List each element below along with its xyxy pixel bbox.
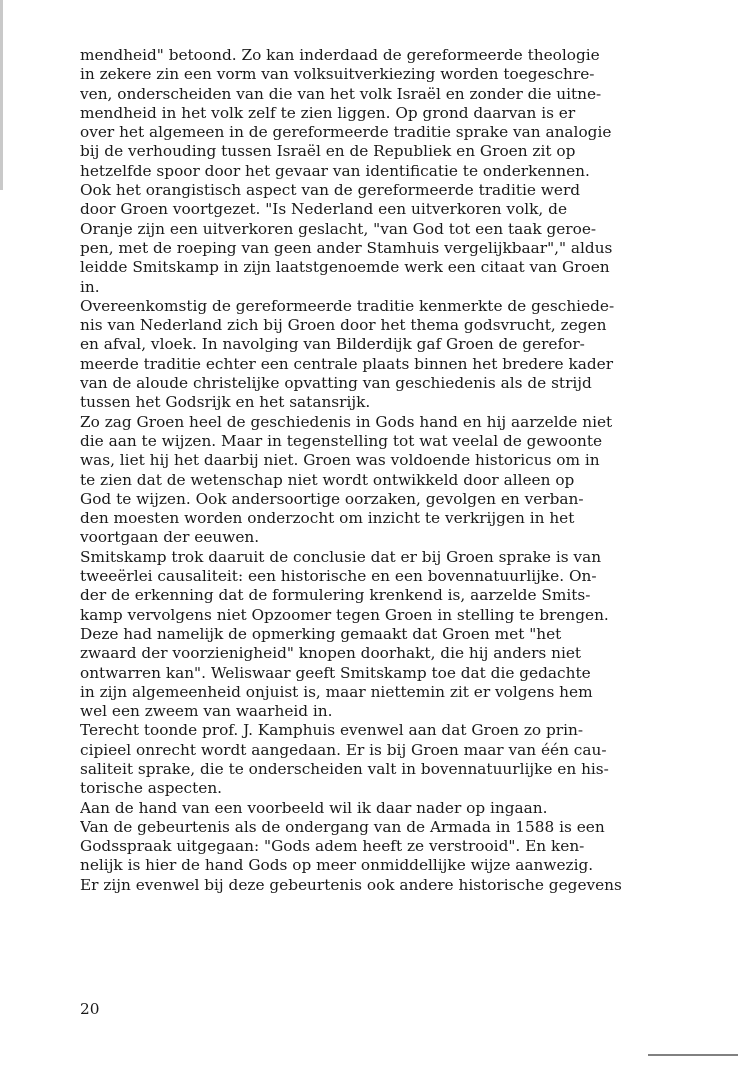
text-line: Terecht toonde prof. J. Kamphuis evenwel aan dat Groen zo prin- <box>80 721 583 740</box>
text-line: die aan te wijzen. Maar in tegenstelling tot wat veelal de gewoonte <box>80 431 603 450</box>
page-number: 20 <box>80 1000 100 1018</box>
text-line: zwaard der voorzienigheid" knopen doorhakt, die hij anders niet <box>80 644 582 663</box>
text-line: in. <box>80 277 100 296</box>
text-line: pen, met de roeping van geen ander Stamhuis vergelijkbaar"," aldus <box>80 238 613 257</box>
body-text <box>80 46 700 895</box>
text-line: der de erkenning dat de formulering krenkend is, aarzelde Smits- <box>80 586 591 605</box>
text-line: Smitskamp trok daaruit de conclusie dat er bij Groen sprake is van <box>80 547 602 566</box>
text-line: mendheid" betoond. Zo kan inderdaad de gereformeerde theologie <box>80 46 600 64</box>
text-line: Zo zag Groen heel de geschiedenis in Gods hand en hij aarzelde niet <box>80 412 613 431</box>
text-line: den moesten worden onderzocht om inzicht te verkrijgen in het <box>80 509 575 528</box>
bottom-rule <box>648 1054 738 1056</box>
text-line: Overeenkomstig de gereformeerde traditie kenmerkte de geschiede- <box>80 296 615 315</box>
text-line: meerde traditie echter een centrale plaats binnen het bredere kader <box>80 354 614 373</box>
text-line: nelijk is hier de hand Gods op meer onmiddellijke wijze aanwezig. <box>80 856 594 875</box>
text-line: cipieel onrecht wordt aangedaan. Er is bij Groen maar van één cau- <box>80 740 607 759</box>
text-line: Van de gebeurtenis als de ondergang van de Armada in 1588 is een <box>80 817 605 836</box>
text-line: bij de verhouding tussen Israël en de Republiek en Groen zit op <box>80 142 576 161</box>
text-line: over het algemeen in de gereformeerde traditie sprake van analogie <box>80 123 612 142</box>
text-line: ontwarren kan". Weliswaar geeft Smitskamp toe dat die gedachte <box>80 663 591 682</box>
text-line: Oranje zijn een uitverkoren geslacht, "van God tot een taak geroe- <box>80 219 597 238</box>
text-line: kamp vervolgens niet Opzoomer tegen Groen in stelling te brengen. <box>80 605 609 624</box>
text-line: Er zijn evenwel bij deze gebeurtenis ook andere historische gegevens <box>80 875 622 894</box>
text-line: nis van Nederland zich bij Groen door het thema godsvrucht, zegen <box>80 316 607 335</box>
text-line: en afval, vloek. In navolging van Bilderdijk gaf Groen de gerefor- <box>80 335 585 354</box>
text-line: leidde Smitskamp in zijn laatstgenoemde werk een citaat van Groen <box>80 258 610 277</box>
text-line: wel een zweem van waarheid in. <box>80 702 333 721</box>
text-line: Godsspraak uitgegaan: "Gods adem heeft ze verstrooid". En ken- <box>80 837 585 856</box>
text-line: hetzelfde spoor door het gevaar van identificatie te onderkennen. <box>80 161 590 180</box>
text-line: van de aloude christelijke opvatting van geschiedenis als de strijd <box>80 374 592 393</box>
text-line: voortgaan der eeuwen. <box>80 528 260 547</box>
text-line: tussen het Godsrijk en het satansrijk. <box>80 393 371 412</box>
text-line: te zien dat de wetenschap niet wordt ontwikkeld door alleen op <box>80 470 575 489</box>
text-line: door Groen voortgezet. "Is Nederland een uitverkoren volk, de <box>80 200 568 219</box>
text-line: Ook het orangistisch aspect van de gereformeerde traditie werd <box>80 181 581 200</box>
text-line: Aan de hand van een voorbeeld wil ik daar nader op ingaan. <box>80 798 548 817</box>
text-line: God te wijzen. Ook andersoortige oorzaken, gevolgen en verban- <box>80 489 584 508</box>
text-line: torische aspecten. <box>80 779 223 798</box>
text-line: tweeërlei causaliteit: een historische en een bovennatuurlijke. On- <box>80 567 597 586</box>
text-line: Deze had namelijk de opmerking gemaakt dat Groen met "het <box>80 624 562 643</box>
text-line: was, liet hij het daarbij niet. Groen was voldoende historicus om in <box>80 451 600 470</box>
text-line: saliteit sprake, die te onderscheiden valt in bovennatuurlijke en his- <box>80 759 609 778</box>
page-edge <box>0 0 3 190</box>
text-line: mendheid in het volk zelf te zien liggen. Op grond daarvan is er <box>80 103 576 122</box>
text-line: in zijn algemeenheid onjuist is, maar niettemin zit er volgens hem <box>80 682 593 701</box>
text-line: in zekere zin een vorm van volksuitverkiezing worden toegeschre- <box>80 65 595 84</box>
text-line: ven, onderscheiden van die van het volk Israël en zonder die uitne- <box>80 84 602 103</box>
